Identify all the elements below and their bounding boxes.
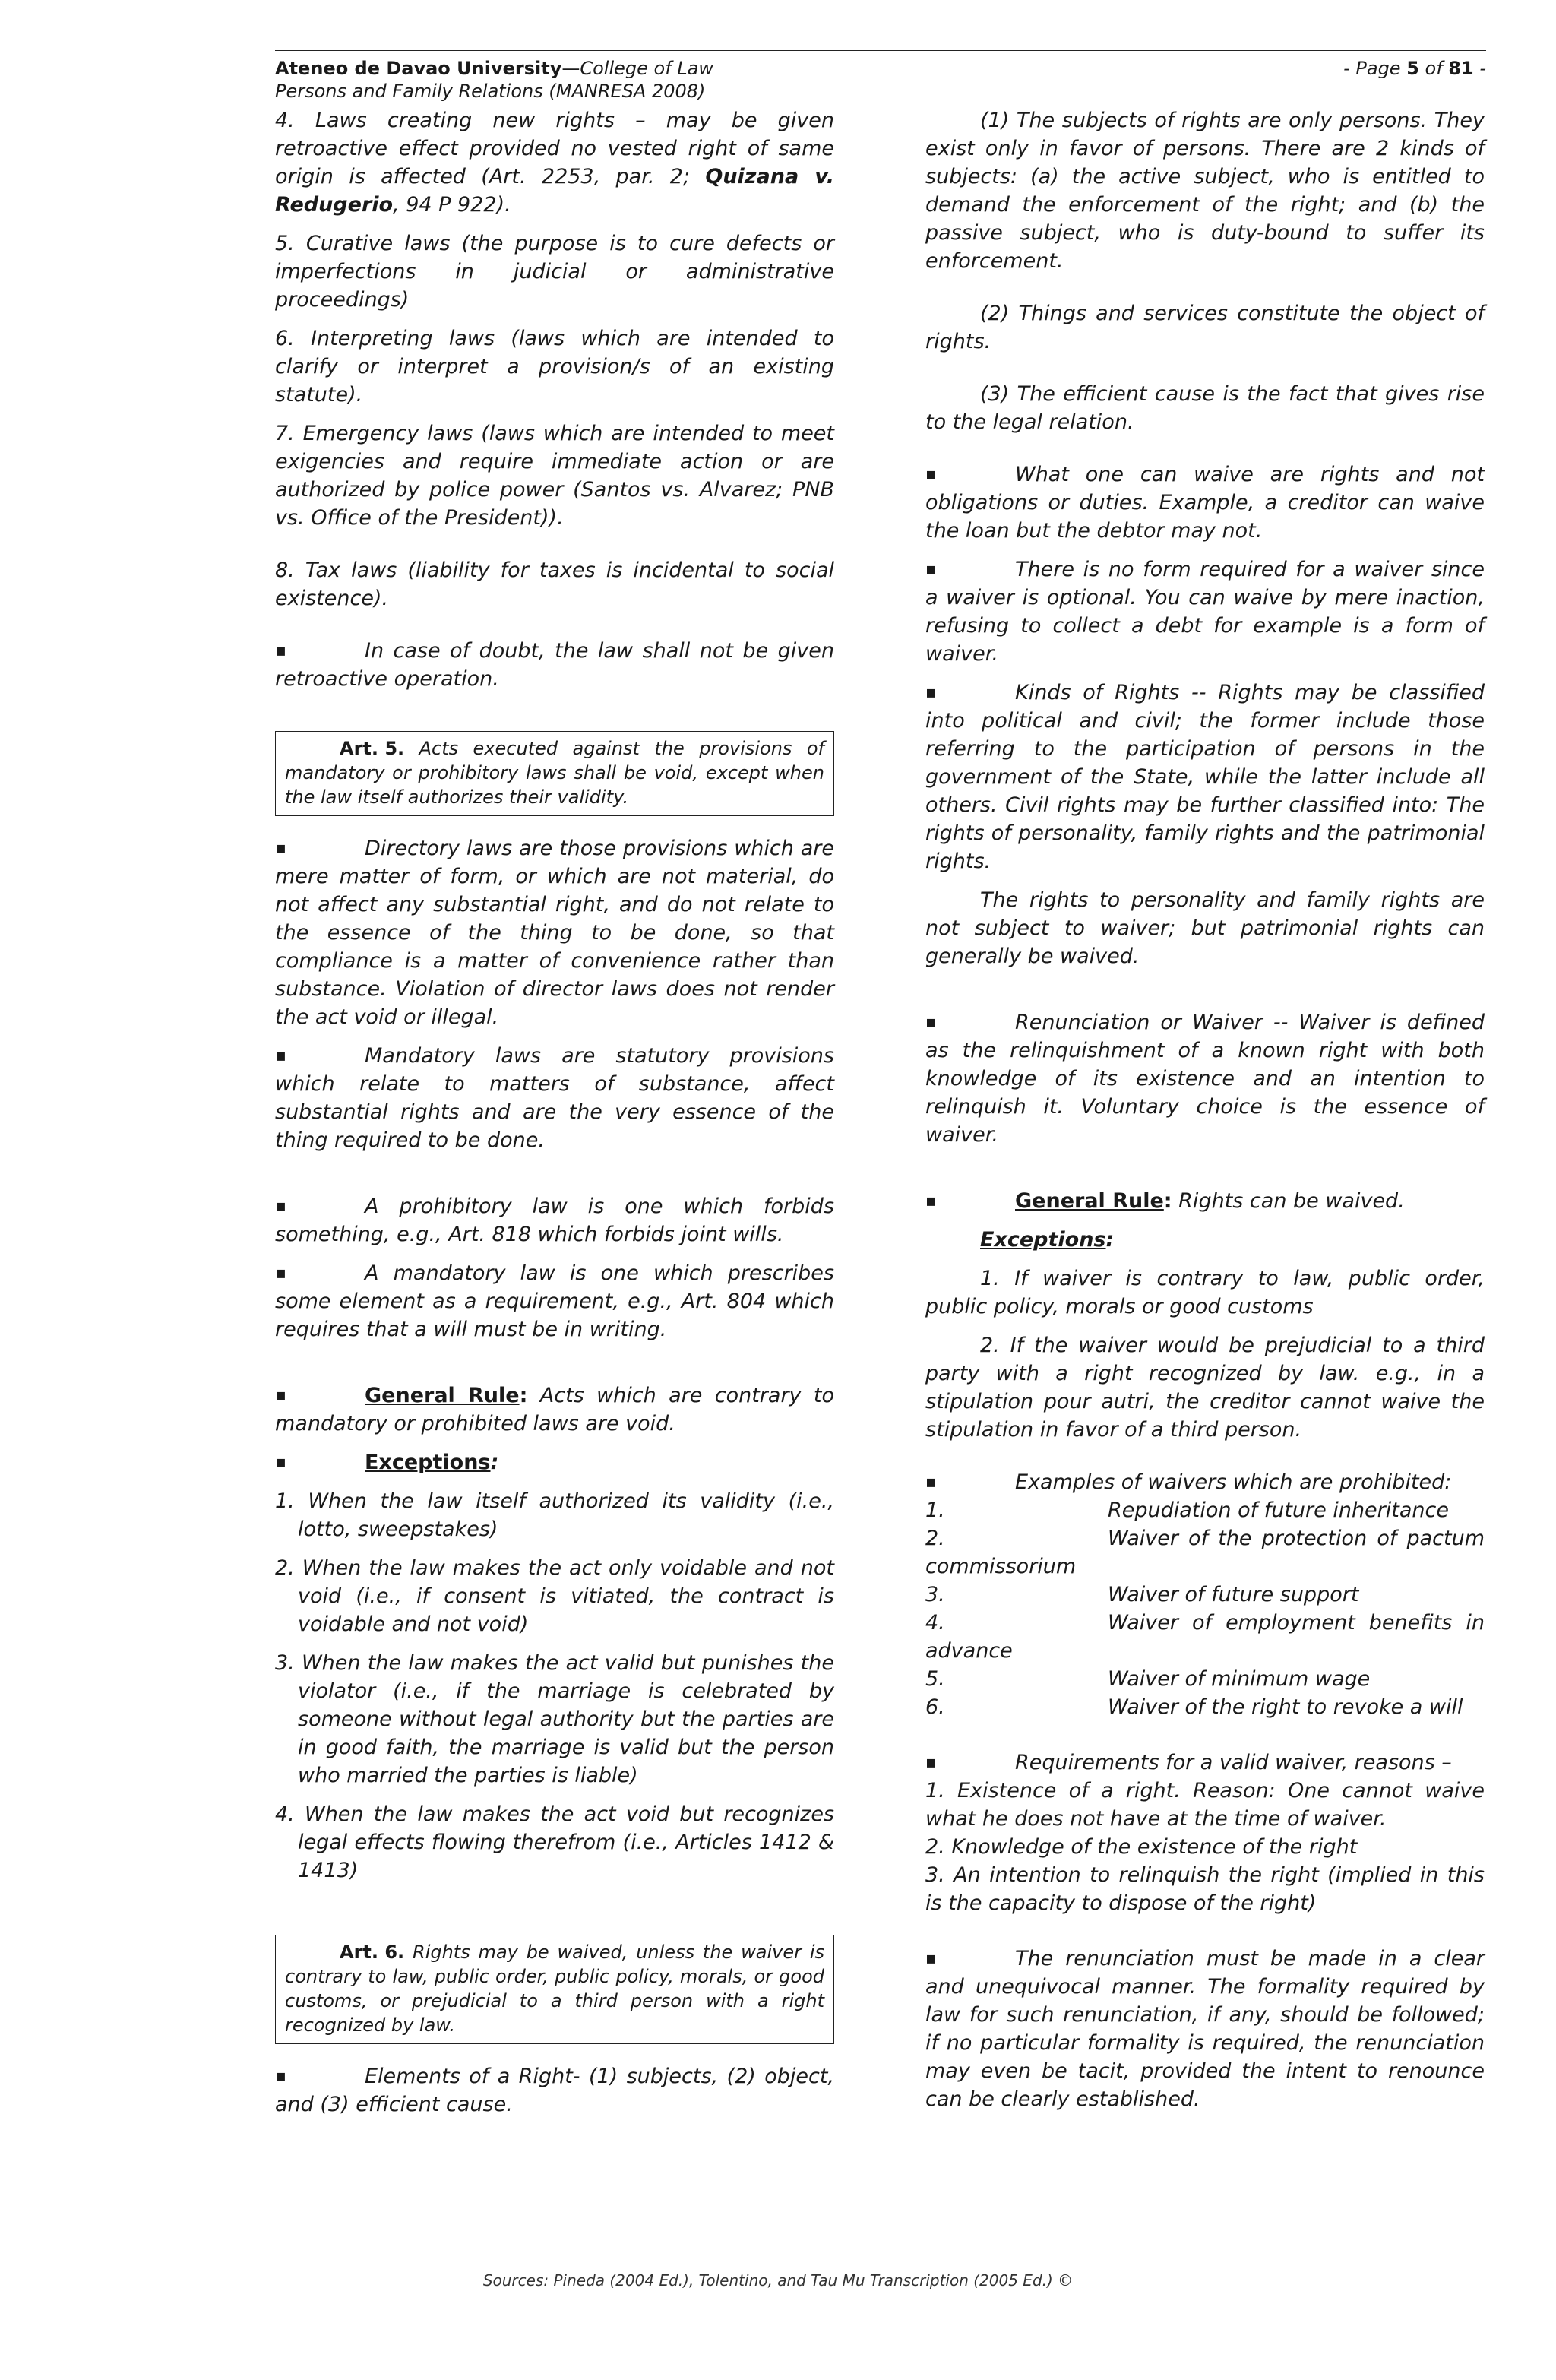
what-to-waive-text: What one can waive are rights and not obligations or duties. Example, a creditor can waive the loan but the debtor may not.	[925, 463, 1485, 543]
requirement-1: 1. Existence of a right. Reason: One cannot waive what he does not have at the time of waiver.	[925, 1779, 1485, 1831]
exception-1: 1. When the law itself authorized its validity (i.e., lotto, sweepstakes)	[275, 1489, 834, 1541]
page-current: 5	[1406, 58, 1419, 79]
exception-3: 3. When the law makes the act valid but punishes the violator (i.e., if the marriage is celebrated by someone without legal authority but the parties are in good faith, the marriage is valid but the person who married the parties is liable)	[275, 1651, 834, 1787]
renunciation-text: Renunciation or Waiver -- Waiver is defined as the relinquishment of a known right with both knowledge of its existence and an intention to relinquish it. Voluntary choice is the essence of waiver.	[925, 1011, 1485, 1147]
page-of: of	[1418, 58, 1449, 79]
bullet-icon: ▪	[275, 1453, 286, 1472]
general-rule-right	[925, 1187, 1485, 1215]
list-text: Waiver of minimum wage	[1108, 1667, 1371, 1691]
bullet-icon: ▪	[925, 1473, 937, 1492]
list-item	[925, 1524, 1485, 1581]
article-6-text: Rights may be waived, unless the waiver is contrary to law, public order, public policy, morals, or good customs, or prejudicial to a third person with a right recognized by law.	[285, 1942, 824, 2036]
item-4	[275, 106, 834, 219]
list-text: Repudiation of future inheritance	[1108, 1499, 1449, 1522]
renunciation	[925, 1008, 1485, 1149]
list-number: 5.	[925, 1667, 945, 1691]
list-number: 1.	[925, 1499, 945, 1522]
kinds-of-rights	[925, 679, 1485, 875]
requirements-heading-text: Requirements for a valid waiver, reasons –	[1015, 1751, 1452, 1774]
list-number: 2.	[925, 1527, 945, 1550]
bullet-icon: ▪	[925, 560, 937, 579]
efficient-cause: (3) The efficient cause is the fact that gives rise to the legal relation.	[925, 382, 1485, 434]
header-subtitle: Persons and Family Relations (MANRESA 2008)	[275, 81, 706, 102]
exceptions-colon: :	[490, 1451, 499, 1474]
list-number: 6.	[925, 1695, 945, 1719]
page-total: 81	[1448, 58, 1474, 79]
list-text: Waiver of the protection of pactum commissorium	[925, 1527, 1485, 1578]
item-4-citation: , 94 P 922).	[393, 193, 511, 217]
mandatory-law-text: A mandatory law is one which prescribes some element as a requirement, e.g., Art. 804 which requires that a will must be in writing.	[275, 1261, 834, 1341]
exception-2: 2. When the law makes the act only voidable and not void (i.e., if consent is vitiated, the contract is voidable and not void)	[275, 1556, 834, 1636]
prohibited-heading-text: Examples of waivers which are prohibited:	[1015, 1470, 1452, 1494]
list-text: Waiver of employment benefits in advance	[925, 1611, 1485, 1663]
list-item	[925, 1496, 1485, 1524]
list-item	[925, 1665, 1485, 1693]
bullet-icon: ▪	[275, 1046, 286, 1065]
bullet-icon: ▪	[275, 1197, 286, 1216]
elements-of-right	[275, 2062, 834, 2119]
item-6: 6. Interpreting laws (laws which are intended to clarify or interpret a provision/s of an existing statute).	[275, 327, 834, 407]
waiver-exception-2: 2. If the waiver would be prejudicial to a third party with a right recognized by law. e.g., in a stipulation pour autri, the creditor cannot waive the stipulation in favor of a third person.	[925, 1334, 1485, 1442]
general-rule-label: General Rule	[1015, 1189, 1164, 1213]
exceptions-colon: :	[1105, 1228, 1115, 1252]
bullet-icon: ▪	[925, 465, 937, 484]
header-dash: —	[561, 58, 580, 79]
general-rule-colon: :	[519, 1384, 528, 1407]
exceptions-left	[275, 1448, 834, 1476]
page-footer: Sources: Pineda (2004 Ed.), Tolentino, and Tau Mu Transcription (2005 Ed.) ©	[482, 2271, 1074, 2290]
bullet-icon: ▪	[275, 641, 286, 660]
list-item	[925, 1609, 1485, 1665]
requirement-2: 2. Knowledge of the existence of the right	[925, 1835, 1358, 1859]
bullet-icon: ▪	[275, 1264, 286, 1283]
requirements-heading	[925, 1749, 1485, 1777]
personality-rights: The rights to personality and family rights are not subject to waiver; but patrimonial rights can generally be waived.	[925, 888, 1485, 968]
elements-text: Elements of a Right- (1) subjects, (2) object, and (3) efficient cause.	[275, 2065, 834, 2116]
general-rule-text: Acts which are contrary to mandatory or prohibited laws are void.	[275, 1384, 835, 1435]
case-name: Quizana v. Redugerio	[275, 165, 834, 217]
bullet-icon: ▪	[925, 1013, 937, 1032]
item-7: 7. Emergency laws (laws which are intended to meet exigencies and require immediate action or are authorized by police power (Santos vs. Alvarez; PNB vs. Office of the President)).	[275, 422, 834, 530]
item-4-text: 4. Laws creating new rights – may be given retroactive effect provided no vested right of same origin is affected (Art. 2253, par. 2;	[275, 109, 834, 188]
header-rule	[275, 50, 1486, 51]
prohibited-waivers-list	[925, 1496, 1485, 1721]
bullet-icon: ▪	[275, 1386, 286, 1405]
page-prefix: - Page	[1343, 58, 1407, 79]
what-to-waive	[925, 460, 1485, 545]
page-number	[1343, 57, 1486, 80]
prohibitory-law	[275, 1192, 834, 1249]
header-title	[275, 57, 713, 80]
article-5-text: Acts executed against the provisions of mandatory or prohibitory laws shall be void, except when the law itself authorizes their validity.	[285, 738, 824, 808]
list-number: 4.	[925, 1611, 945, 1635]
doubt-text: In case of doubt, the law shall not be given retroactive operation.	[275, 639, 834, 691]
general-rule-label: General Rule	[365, 1384, 520, 1407]
mandatory-laws	[275, 1042, 834, 1154]
college-name: College of Law	[580, 58, 713, 79]
exceptions-label: Exceptions	[980, 1228, 1106, 1252]
article-5-box	[275, 731, 834, 816]
prohibitory-text: A prohibitory law is one which forbids something, e.g., Art. 818 which forbids joint wills.	[275, 1195, 834, 1246]
prohibited-waivers-heading	[925, 1468, 1485, 1496]
right-column	[925, 106, 1485, 2124]
list-text: Waiver of the right to revoke a will	[1108, 1695, 1463, 1719]
bullet-icon: ▪	[925, 1192, 937, 1211]
doubt-note	[275, 637, 834, 693]
article-6-label: Art. 6.	[340, 1942, 405, 1963]
exceptions-label: Exceptions	[365, 1451, 491, 1474]
object-of-rights: (2) Things and services constitute the object of rights.	[925, 302, 1485, 353]
kinds-text: Kinds of Rights -- Rights may be classified into political and civil; the former include those referring to the participation of persons in the government of the State, while the latter include all others. Civil rights may be further classified into: The rights of personality, family rights and the patrimonial rights.	[925, 681, 1485, 873]
directory-laws	[275, 834, 834, 1031]
no-form-text: There is no form required for a waiver since a waiver is optional. You can waive by mere inaction, refusing to collect a debt for example is a form of waiver.	[925, 558, 1485, 666]
clear-renunciation-text: The renunciation must be made in a clear and unequivocal manner. The formality required by law for such renunciation, if any, should be followed; if no particular formality is required, the renunciation may even be tacit, provided the intent to renounce can be clearly established.	[925, 1947, 1485, 2111]
general-rule-colon: :	[1163, 1189, 1172, 1213]
general-rule-text: Rights can be waived.	[1172, 1189, 1405, 1213]
bullet-icon: ▪	[275, 2067, 286, 2086]
directory-text: Directory laws are those provisions which are mere matter of form, or which are not material, do not affect any substantial right, and do not relate to the essence of the thing to be done, so that compliance is a matter of convenience rather than substance. Violation of director laws does not render the act void or illegal.	[275, 837, 834, 1029]
no-form-required	[925, 555, 1485, 668]
item-8: 8. Tax laws (liability for taxes is incidental to social existence).	[275, 559, 834, 610]
list-text: Waiver of future support	[1108, 1583, 1359, 1606]
list-number: 3.	[925, 1583, 945, 1606]
list-item	[925, 1581, 1485, 1609]
page-header	[275, 50, 1486, 103]
exception-4: 4. When the law makes the act void but recognizes legal effects flowing therefrom (i.e., Articles 1412 & 1413)	[275, 1802, 834, 1882]
left-column	[275, 106, 834, 2129]
item-5: 5. Curative laws (the purpose is to cure defects or imperfections in judicial or administrative proceedings)	[275, 232, 834, 312]
mandatory-law	[275, 1259, 834, 1343]
article-5-label: Art. 5.	[340, 738, 405, 759]
exceptions-right	[925, 1226, 1485, 1254]
page-suffix: -	[1473, 58, 1486, 79]
list-item	[925, 1693, 1485, 1721]
subjects-of-rights: (1) The subjects of rights are only persons. They exist only in favor of persons. There are 2 kinds of subjects: (a) the active subject, who is entitled to demand the enforcement of the right; and (b) the passive subject, who is duty-bound to suffer its enforcement.	[925, 109, 1485, 273]
bullet-icon: ▪	[925, 1753, 937, 1772]
clear-renunciation	[925, 1945, 1485, 2113]
mandatory-text: Mandatory laws are statutory provisions which relate to matters of substance, affect substantial rights and are the very essence of the thing required to be done.	[275, 1044, 834, 1152]
bullet-icon: ▪	[925, 1949, 937, 1968]
waiver-exception-1: 1. If waiver is contrary to law, public order, public policy, morals or good customs	[925, 1267, 1485, 1318]
bullet-icon: ▪	[275, 839, 286, 858]
university-name: Ateneo de Davao University	[275, 58, 562, 79]
bullet-icon: ▪	[925, 683, 937, 702]
general-rule-left	[275, 1381, 834, 1438]
article-6-box	[275, 1935, 834, 2044]
requirement-3: 3. An intention to relinquish the right (implied in this is the capacity to dispose of the right)	[925, 1863, 1485, 1915]
